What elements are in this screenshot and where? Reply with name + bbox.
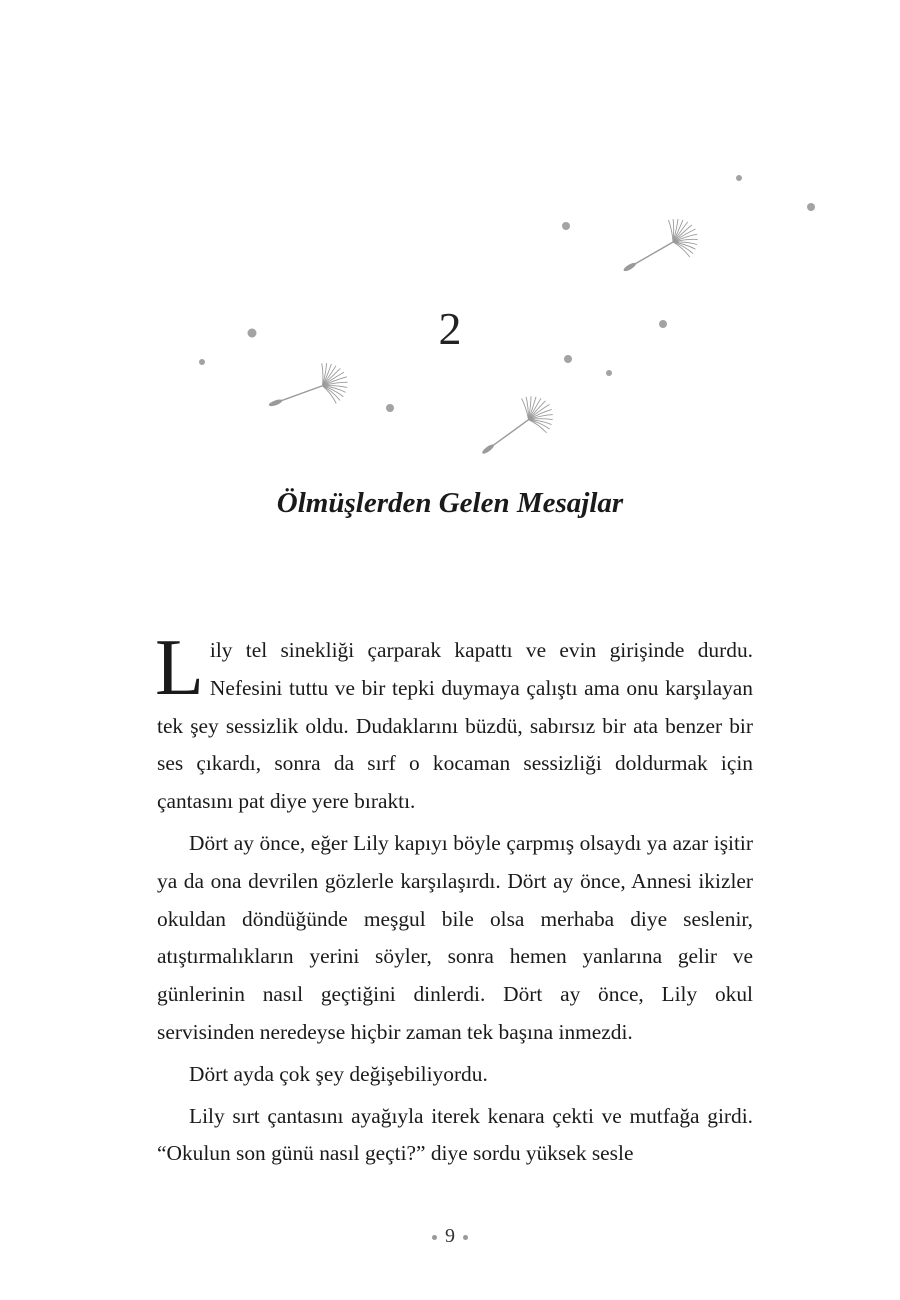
dandelion-seed-icon [262, 357, 355, 425]
decor-dot [199, 359, 205, 365]
page-number-text: 9 [445, 1225, 455, 1247]
page-dot-right [463, 1235, 468, 1240]
page-number [0, 1225, 900, 1248]
decor-dot [562, 222, 570, 230]
dandelion-seed-icon [613, 211, 706, 289]
paragraph-4: Lily sırt çantasını ayağıyla iterek kenara çekti ve mutfağa girdi. “Okulun son günü nasıl geçti?” diye sordu yüksek sesle [157, 1103, 753, 1166]
chapter-number: 2 [438, 303, 462, 354]
paragraph-2: Dört ay önce, eğer Lily kapıyı böyle çarpmış olsaydı ya azar işitir ya da ona devrilen gözlerle karşılaşırdı. Dört ay önce, Annesi ikizler okuldan döndüğünde meşgul bile olsa merhaba diye seslenir, atıştırmalıkların yerini söyler, sonra hemen yanlarına gelir ve günlerinin nasıl geçtiğini dinlerdi. Dört ay önce, Lily okul servisinden neredeyse hiçbir zaman tek başına inmezdi. [157, 830, 753, 1044]
decor-dot [606, 370, 612, 376]
decor-dot [386, 404, 394, 412]
chapter-title: Ölmüşlerden Gelen Mesajlar [276, 487, 624, 519]
paragraph-1 [155, 624, 753, 821]
paragraph-1-text: ily tel sinekliği çarparak kapattı ve evin girişinde durdu. Nefesini tuttu ve bir tepki duymaya çalıştı ama onu karşılayan tek şey sessizlik oldu. Dudaklarını büzdü, sabırsız bir ata benzer bir ses çıkardı, sonra da sırf o kocaman sessizliği doldurmak için çantasını pat diye yere bıraktı. [157, 638, 753, 814]
drop-cap: L [155, 624, 204, 712]
dandelion-seed-icon [470, 387, 562, 470]
decor-dot [736, 175, 742, 181]
paragraph-3: Dört ayda çok şey değişebiliyordu. [189, 1061, 488, 1086]
chapter-body [155, 624, 753, 1173]
page-dot-left [432, 1235, 437, 1240]
decor-dot [807, 203, 815, 211]
decor-dot [564, 355, 572, 363]
